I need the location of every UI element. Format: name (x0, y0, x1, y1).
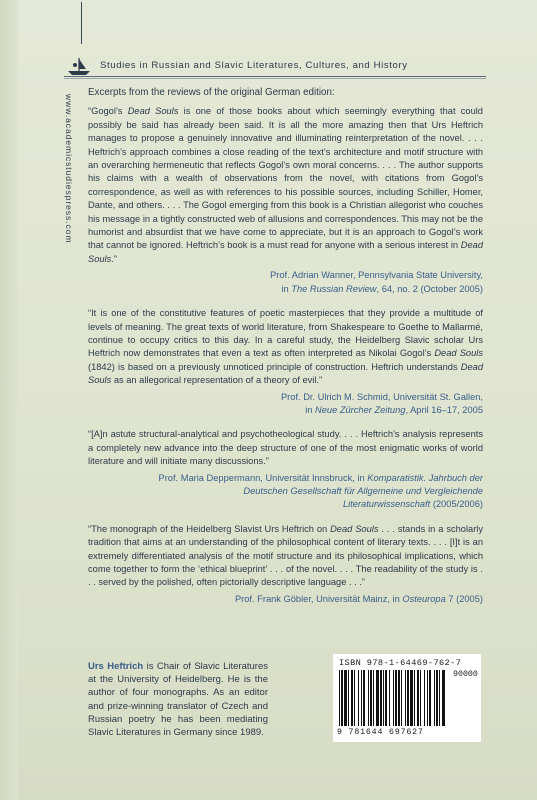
attribution-line: Prof. Adrian Wanner, Pennsylvania State University, (270, 270, 483, 281)
barcode-bar (361, 670, 362, 726)
review-2 (88, 307, 483, 417)
barcode-bar (341, 670, 343, 726)
review-attribution (88, 391, 483, 418)
barcode-bar (407, 670, 409, 726)
barcode-bar (383, 670, 384, 726)
barcode-bar (429, 670, 431, 726)
barcode-bar (439, 670, 440, 726)
publication-title: Komparatistik. Jahrbuch der (367, 472, 483, 483)
barcode-bar (424, 670, 425, 726)
publication-title: Deutschen Gesellschaft für Allgemeine und Vergleichende (243, 485, 483, 496)
website-vertical (62, 94, 76, 284)
barcode-bar (417, 670, 419, 726)
review-3 (88, 428, 483, 511)
barcode-bar (368, 670, 369, 726)
barcode-bar (354, 670, 355, 726)
author-bio-text: is Chair of Slavic Literatures at the University of Heidelberg. He is the author of four monographs. As an editor and prize-winning translator of Czech and Russian poetry he has been mediating Slavic Literatures in Germany since 1989. (88, 661, 268, 739)
barcode-bar (376, 670, 379, 726)
barcode-bar (401, 670, 402, 726)
barcode-bar (393, 670, 394, 726)
quote-text: is one of those books about which seemingly everything that could possibly be said has already been said. It is all the more amazing then that Urs Heftrich manages to propose a genuinely innovative and illuminating reinterpretation of the novel. . . . Heftrich’s approach combines a close reading of the text’s architecture and motif structure with an overarching hermeneutic that reflects Gogol’s own moral concerns. . . . The author supports his claims with a wealth of observations from the novel, with citations from Gogol’s correspondence, as well as with references to his possible sources, including Schiller, Homer, Dante, and others. . . . The Gogol emerging from this book is a Christian allegorist who couches his message in a tightly constructed web of allusions and correspondences. This may not be the humorist and absurdist that we have come to appreciate, but it is an approach to Gogol’s work that cannot be ignored. Heftrich’s book is a must read for anyone with a serious interest in (88, 106, 483, 251)
top-rule (70, 2, 82, 44)
publication-title: Osteuropa (402, 593, 446, 604)
barcode-digits: 9 781644 697627 (337, 728, 424, 737)
review-attribution (88, 593, 483, 606)
series-divider (64, 76, 486, 77)
quote-italic: Dead Souls (330, 523, 379, 534)
attribution-line (88, 404, 483, 417)
publication-title: Neue Zürcher Zeitung (315, 404, 406, 415)
review-attribution (88, 472, 483, 512)
quote-text: .” (111, 253, 117, 264)
barcode-bar (442, 670, 445, 726)
barcode-bar (389, 670, 390, 726)
series-title: Studies in Russian and Slavic Literatures, Cultures, and History (100, 60, 408, 71)
attribution-text: Prof. Maria Deppermann, Universität Innsbruck, in (158, 472, 368, 483)
review-4 (88, 523, 483, 606)
attribution-text: , 64, no. 2 (October 2005) (376, 283, 483, 294)
website-url: www.academicstudiespress.com (64, 94, 74, 244)
review-attribution (88, 269, 483, 296)
spine-edge (0, 0, 18, 800)
quote-text: . . . stands in a scholarly tradition that aims at an understanding of the philosophical content of literary texts. . . . [I]t is an extremely differentiated analysis of the motif structure and its philosophical implications, which come together to form the ‘ethical blueprint’ . . . of the novel. . . . The readability of the study is . . . served by the polished, often pictorially descriptive language . . .” (88, 523, 484, 588)
attribution-line: Prof. Dr. Ulrich M. Schmid, Universität St. Gallen, (280, 391, 483, 402)
publication-title: The Russian Review (291, 283, 377, 294)
isbn-text: ISBN 978-1-64469-762-7 (339, 658, 462, 668)
author-bio (88, 660, 268, 739)
review-1 (88, 105, 483, 296)
barcode-bar (385, 670, 387, 726)
attribution-text: in (281, 283, 292, 294)
barcode-bar (427, 670, 428, 726)
review-quote (88, 105, 483, 266)
attribution-text: Prof. Frank Göbler, Universität Mainz, in (234, 593, 403, 604)
barcode-bar (363, 670, 365, 726)
series-divider-thin (64, 78, 486, 79)
barcode-box (333, 654, 481, 742)
barcode-bar (436, 670, 438, 726)
quote-italic: Dead Souls (88, 240, 483, 264)
publication-title: Literaturwissenschaft (342, 499, 431, 510)
barcode-bar (370, 670, 372, 726)
quote-text: “The monograph of the Heidelberg Slavist Urs Heftrich on (88, 523, 331, 534)
attribution-text: , April 16–17, 2005 (405, 404, 483, 415)
author-name: Urs Heftrich (88, 661, 144, 672)
barcode-bar (373, 670, 374, 726)
reviews-intro: Excerpts from the reviews of the original German edition: (88, 87, 335, 98)
barcode-bar (398, 670, 400, 726)
barcode-bar (380, 670, 382, 726)
barcode-bar (420, 670, 421, 726)
barcode-bar (414, 670, 415, 726)
barcode-bar (351, 670, 353, 726)
press-logo-icon (66, 55, 92, 77)
barcode-bar (344, 670, 347, 726)
barcode-bar (358, 670, 359, 726)
barcode-bar (395, 670, 397, 726)
quote-text: as an allegorical representation of a theory of evil.” (111, 375, 323, 386)
review-quote (88, 307, 483, 387)
attribution-text: (2005/2006) (430, 499, 483, 510)
review-quote: “[A]n astute structural-analytical and psychotheological study. . . . Heftrich’s analysis represents a completely new advance into the deep structure of one of the most enigmatic works of world literature and will initiate many discussions.” (88, 429, 483, 467)
barcode-bar (410, 670, 413, 726)
barcode-bar (405, 670, 406, 726)
barcode-bar (434, 670, 435, 726)
quote-text: “Gogol’s (88, 106, 128, 117)
quote-italic: Dead Souls (127, 106, 179, 117)
barcode-bar (348, 670, 349, 726)
attribution-text: in (305, 404, 316, 415)
attribution-line (88, 593, 483, 606)
attribution-line (88, 283, 483, 296)
price-addon: 90000 (453, 670, 478, 679)
quote-italic: Dead Souls (88, 361, 483, 386)
quote-italic: Dead Souls (434, 348, 483, 359)
quote-text: “It is one of the constitutive features of poetic masterpieces that they provide a multitude of levels of meaning. The great texts of world literature, from Shakespeare to Goethe to Mallarmé, continue to occupy critics to this day. In a careful study, the Heidelberg Slavic scholar Urs Heftrich now demonstrates that even a text as often interpreted as Nikolai Gogol’s (88, 308, 483, 359)
barcode-image (339, 670, 447, 728)
quote-text: (1842) is based on a previously unnoticed principle of construction. Heftrich understands (88, 361, 461, 372)
reviews-section (88, 86, 483, 617)
barcode-bar (339, 670, 340, 726)
attribution-text: 7 (2005) (445, 593, 483, 604)
attribution-line (88, 472, 483, 485)
review-quote (88, 523, 483, 590)
attribution-line (88, 498, 483, 511)
